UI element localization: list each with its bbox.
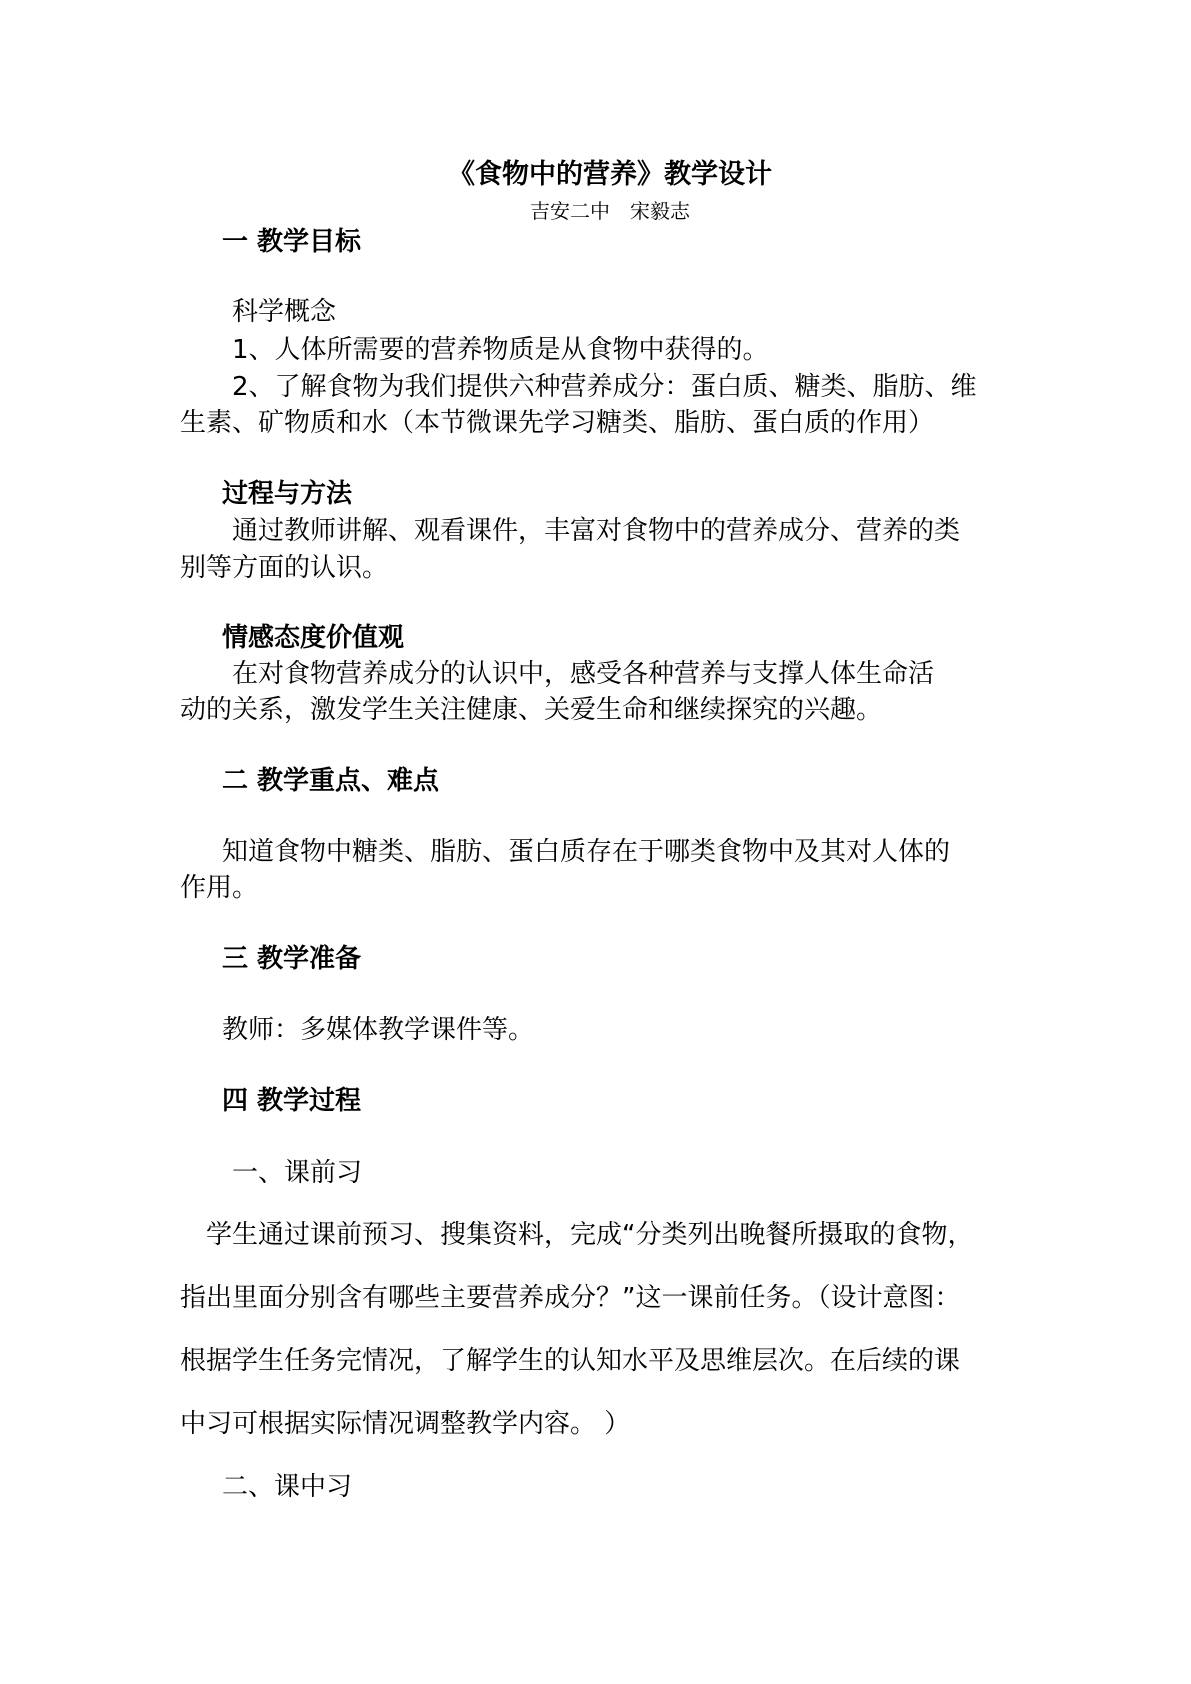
process-methods-line-2: 别等方面的认识。 — [180, 553, 389, 583]
key-points-line-2: 作用。 — [180, 873, 259, 903]
concept-item-2-line-2: 生素、矿物质和水（本节微课先学习糖类、脂肪、蛋白质的作用） — [180, 408, 935, 438]
step-pre-class-line-2: 指出里面分别含有哪些主要营养成分？”这一课前任务。（设计意图： — [180, 1283, 961, 1313]
subheading-concepts: 科学概念 — [232, 297, 337, 327]
step-in-class-heading: 二、课中习 — [222, 1472, 353, 1502]
process-methods-line-1: 通过教师讲解、观看课件，丰富对食物中的营养成分、营养的类 — [232, 516, 961, 546]
step-pre-class-line-3: 根据学生任务完情况，了解学生的认知水平及思维层次。在后续的课 — [180, 1346, 961, 1376]
concept-item-1: 1、人体所需要的营养物质是从食物中获得的。 — [232, 335, 769, 365]
concept-item-2-line-1: 2、了解食物为我们提供六种营养成分：蛋白质、糖类、脂肪、维 — [232, 372, 977, 402]
subheading-attitudes-values: 情感态度价值观 — [222, 623, 405, 653]
document-title: 《食物中的营养》教学设计 — [448, 159, 772, 190]
section-heading-process: 四 教学过程 — [222, 1086, 362, 1116]
step-pre-class-line-1: 学生通过课前预习、搜集资料，完成“分类列出晚餐所摄取的食物， — [206, 1220, 974, 1250]
step-pre-class-heading: 一、课前习 — [232, 1158, 363, 1188]
step-pre-class-line-4: 中习可根据实际情况调整教学内容。 ） — [180, 1409, 631, 1439]
attitudes-values-line-2: 动的关系，激发学生关注健康、关爱生命和继续探究的兴趣。 — [180, 695, 883, 725]
section-heading-objectives: 一 教学目标 — [222, 227, 362, 257]
key-points-line-1: 知道食物中糖类、脂肪、蛋白质存在于哪类食物中及其对人体的 — [222, 837, 951, 867]
section-heading-key-points: 二 教学重点、难点 — [222, 766, 440, 796]
section-heading-preparation: 三 教学准备 — [222, 944, 362, 974]
subheading-process-methods: 过程与方法 — [222, 479, 353, 509]
preparation-text: 教师：多媒体教学课件等。 — [222, 1015, 535, 1045]
document-author: 吉安二中 宋毅志 — [530, 199, 690, 223]
attitudes-values-line-1: 在对食物营养成分的认识中，感受各种营养与支撑人体生命活 — [232, 659, 935, 689]
